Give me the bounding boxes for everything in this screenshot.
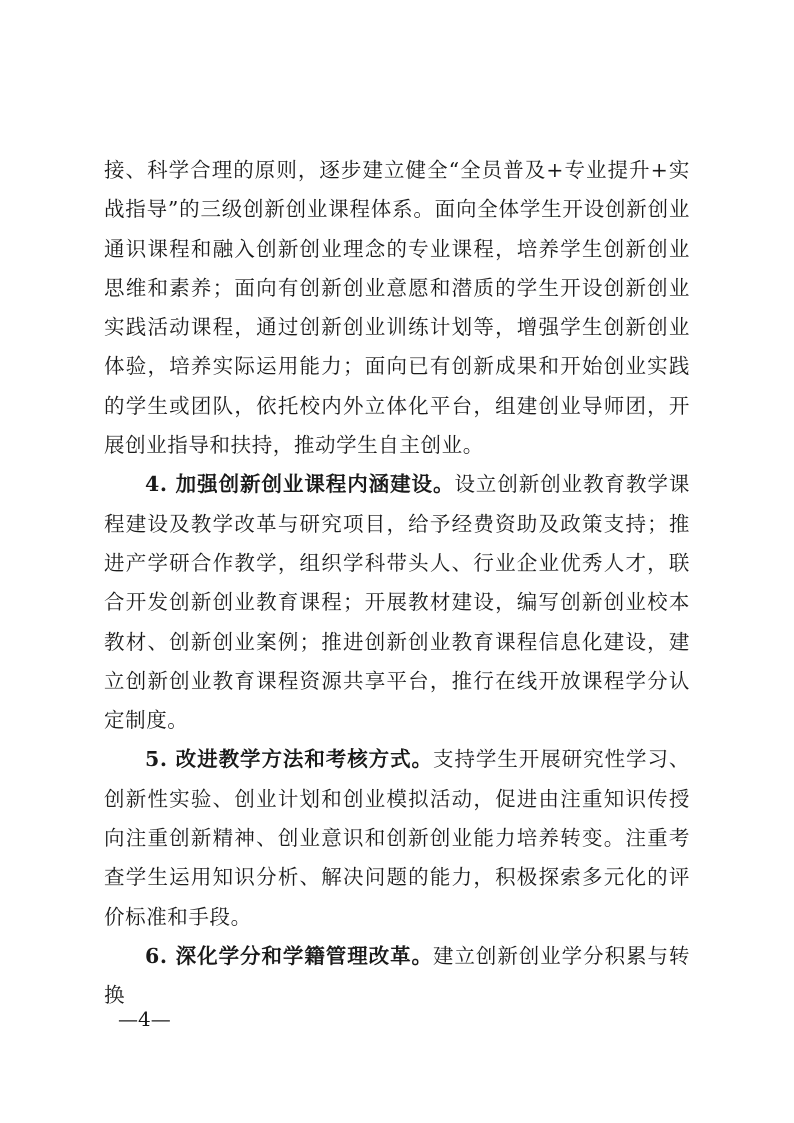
paragraph-item-4	[104, 465, 690, 740]
paragraph-continuation	[104, 151, 690, 465]
page-number: —4—	[118, 1007, 171, 1031]
paragraph-text: 接、科学合理的原则，逐步建立健全“全员普及+专业提升+实战指导”的三级创新创业课程体系。面向全体学生开设创新创业通识课程和融入创新创业理念的专业课程，培养学生创新创业思维和素养；面向有创新创业意愿和潜质的学生开设创新创业实践活动课程，通过创新创业训练计划等，增强学生创新创业体验，培养实际运用能力；面向已有创新成果和开始创业实践的学生或团队，依托校内外立体化平台，组建创业导师团，开展创业指导和扶持，推动学生自主创业。	[104, 158, 690, 458]
paragraph-text: 设立创新创业教育教学课程建设及教学改革与研究项目，给予经费资助及政策支持；推进产学研合作教学，组织学科带头人、行业企业优秀人才，联合开发创新创业教育课程；开展教材建设，编写创新创业校本教材、创新创业案例；推进创新创业教育课程信息化建设，建立创新创业教育课程资源共享平台，推行在线开放课程学分认定制度。	[104, 472, 690, 733]
paragraph-item-6	[104, 937, 690, 1016]
paragraph-heading: 4. 加强创新创业课程内涵建设。	[145, 472, 455, 497]
paragraph-text: 建立创新创业学分积累与转换	[104, 943, 690, 1008]
paragraph-text: 支持学生开展研究性学习、创新性实验、创业计划和创业模拟活动，促进由注重知识传授向注重创新精神、创业意识和创新创业能力培养转变。注重考查学生运用知识分析、解决问题的能力，积极探索多元化的评价标准和手段。	[104, 747, 690, 929]
paragraph-heading: 5. 改进教学方法和考核方式。	[145, 747, 434, 772]
paragraph-heading: 6. 深化学分和学籍管理改革。	[145, 943, 434, 968]
paragraph-item-5	[104, 740, 690, 936]
document-body	[104, 151, 690, 1016]
